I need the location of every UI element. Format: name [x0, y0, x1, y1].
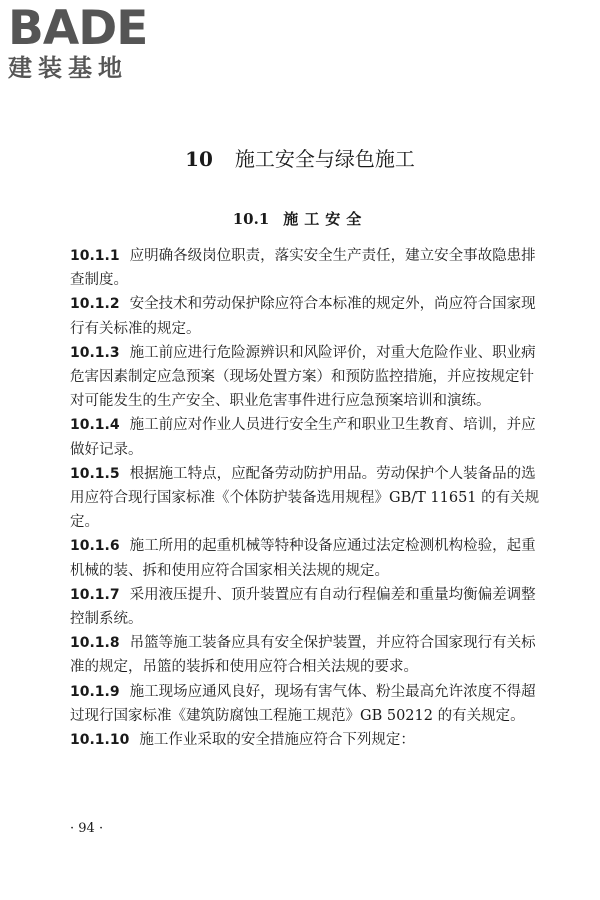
- clause-number: 10.1.5: [70, 465, 120, 482]
- clause-number: 10.1.2: [70, 296, 120, 313]
- clause-number: 10.1.7: [70, 586, 120, 603]
- clause-text: 应明确各级岗位职责，落实安全生产责任，建立安全事故隐患排查制度。: [70, 248, 536, 289]
- bade-logo: [8, 1, 178, 88]
- page-number: · 94 ·: [70, 821, 104, 836]
- chapter-number: 10: [185, 147, 213, 171]
- chapter-name: 施工安全与绿色施工: [234, 147, 415, 171]
- clause: [70, 462, 546, 535]
- clause-text: 吊篮等施工装备应具有安全保护装置，并应符合国家现行有关标准的规定，吊篮的装拆和使用应符合相关法规的要求。: [70, 635, 536, 676]
- clause-text: 施工作业采取的安全措施应符合下列规定：: [139, 732, 415, 749]
- clause-text: 安全技术和劳动保护除应符合本标准的规定外，尚应符合国家现行有关标准的规定。: [70, 296, 536, 337]
- clause-text: 根据施工特点，应配备劳动防护用品。劳动保护个人装备品的选用应符合现行国家标准《个体防护装备选用规程》GB/T 11651 的有关规定。: [70, 465, 540, 531]
- clause-text: 施工所用的起重机械等特种设备应通过法定检测机构检验，起重机械的装、拆和使用应符合国家相关法规的规定。: [70, 538, 536, 579]
- logo-brand: BADE: [8, 1, 148, 56]
- chapter-title: [0, 146, 600, 172]
- clause-text: 施工现场应通风良好，现场有害气体、粉尘最高允许浓度不得超过现行国家标准《建筑防腐蚀工程施工规范》GB 50212 的有关规定。: [70, 683, 536, 724]
- clause: [70, 680, 546, 728]
- clause: [70, 244, 546, 292]
- logo-tagline: 建装基地: [8, 54, 128, 82]
- clause-list: [70, 244, 546, 752]
- clause-number: 10.1.6: [70, 538, 120, 555]
- section-number: 10.1: [232, 210, 270, 228]
- clause-number: 10.1.1: [70, 248, 120, 264]
- section-name: 施工安全: [283, 210, 368, 228]
- clause-number: 10.1.4: [70, 417, 120, 434]
- clause: [70, 534, 546, 582]
- clause-number: 10.1.9: [70, 683, 120, 700]
- clause-number: 10.1.3: [70, 344, 120, 361]
- clause-number: 10.1.10: [70, 732, 130, 749]
- clause: [70, 728, 546, 752]
- clause-number: 10.1.8: [70, 635, 120, 652]
- clause: [70, 583, 546, 631]
- clause: [70, 341, 546, 414]
- clause-text: 施工前应对作业人员进行安全生产和职业卫生教育、培训，并应做好记录。: [70, 417, 536, 458]
- clause: [70, 413, 546, 461]
- clause: [70, 292, 546, 340]
- clause-text: 施工前应进行危险源辨识和风险评价，对重大危险作业、职业病危害因素制定应急预案（现场处置方案）和预防监控措施，并应按规定针对可能发生的生产安全、职业危害事件进行应急预案培训和演练。: [70, 344, 536, 410]
- section-title: [0, 208, 600, 230]
- clause-text: 采用液压提升、顶升装置应有自动行程偏差和重量均衡偏差调整控制系统。: [70, 586, 536, 628]
- clause: [70, 631, 546, 679]
